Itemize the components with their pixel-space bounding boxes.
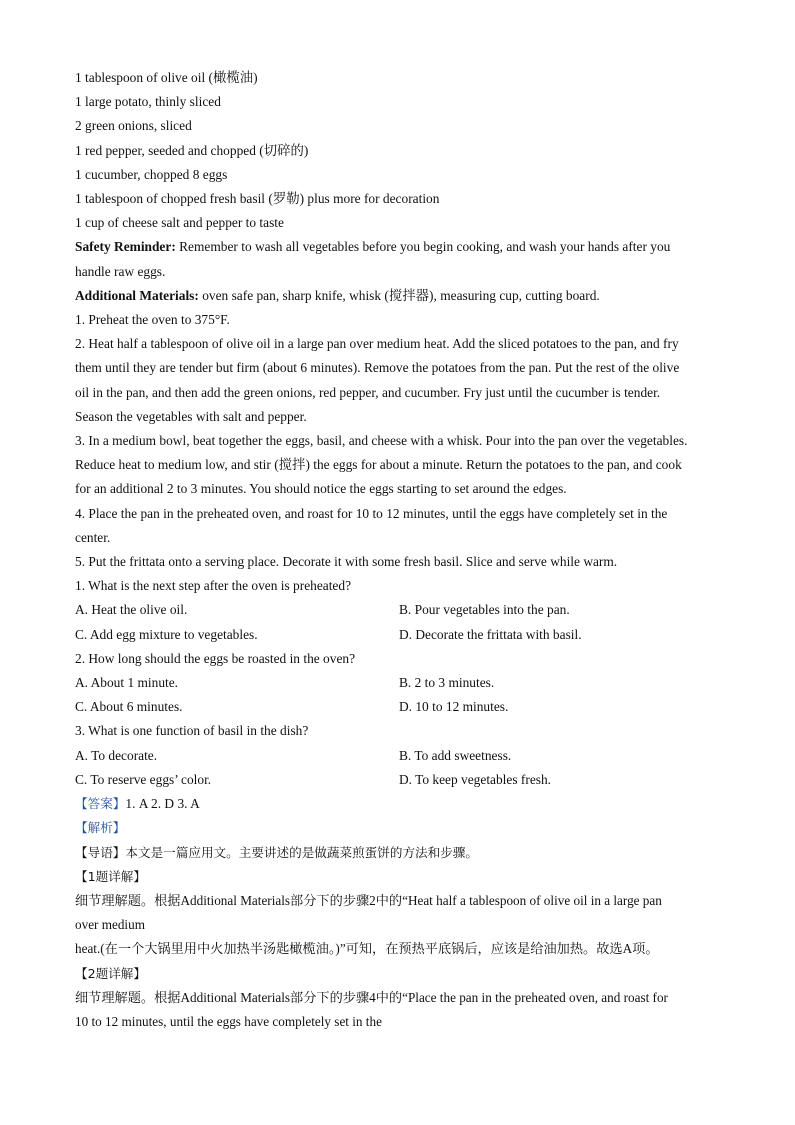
step-3 [75, 429, 720, 502]
detail-tag: 【2题详解】 [75, 965, 146, 981]
steps-list [75, 308, 720, 574]
option-a: A. About 1 minute. [75, 675, 179, 691]
option-a: A. Heat the olive oil. [75, 602, 188, 618]
guide-text: 本文是一篇应用文。主要讲述的是做蔬菜煎蛋饼的方法和步骤。 [125, 844, 478, 860]
option-b: B. 2 to 3 minutes. [399, 675, 495, 691]
step-line: 4. Place the pan in the preheated oven, and roast for 10 to 12 minutes, until the eggs have completely set in the [75, 505, 668, 521]
option-c: C. About 6 minutes. [75, 699, 183, 715]
question-text: 2. How long should the eggs be roasted in the oven? [75, 650, 356, 666]
detail-2 [75, 962, 720, 1035]
step-line: Reduce heat to medium low, and stir (搅拌) the eggs for about a minute. Return the potatoes to the pan, and cook [75, 457, 682, 473]
option-c: C. To reserve eggs’ color. [75, 771, 212, 787]
materials-label: Additional Materials: [75, 287, 199, 303]
safety-reminder [75, 235, 720, 283]
question-text: 1. What is the next step after the oven is preheated? [75, 578, 352, 594]
ingredient-line: 1 tablespoon of chopped fresh basil (罗勒) plus more for decoration [75, 191, 440, 207]
guide-tag: 【导语】 [75, 844, 126, 860]
question-text: 3. What is one function of basil in the dish? [75, 723, 309, 739]
ingredient-line: 1 cup of cheese salt and pepper to taste [75, 215, 284, 231]
document-page [75, 66, 720, 1034]
answer-text: 1. A 2. D 3. A [125, 796, 200, 812]
answer-tag: 【答案】 [75, 796, 126, 812]
ingredient-line: 1 large potato, thinly sliced [75, 94, 221, 110]
safety-text: Remember to wash all vegetables before you begin cooking, and wash your hands after you [175, 239, 671, 255]
additional-materials [75, 284, 720, 308]
ingredient-line: 2 green onions, sliced [75, 118, 192, 134]
detail-line: heat.(在一个大锅里用中火加热半汤匙橄榄油。)”可知，在预热平底锅后，应该是给油加热。故选A项。 [75, 941, 659, 957]
safety-label: Safety Reminder: [75, 239, 176, 255]
ingredient-line: 1 tablespoon of olive oil (橄榄油) [75, 70, 258, 85]
analysis-tag: 【解析】 [75, 820, 126, 836]
step-4 [75, 502, 720, 550]
detail-line: 10 to 12 minutes, until the eggs have completely set in the [75, 1013, 382, 1029]
step-line: Season the vegetables with salt and pepper. [75, 408, 307, 424]
ingredient-line: 1 red pepper, seeded and chopped (切碎的) [75, 142, 309, 158]
detail-line: 细节理解题。根据Additional Materials部分下的步骤4中的“Place the pan in the preheated oven, and roast for [75, 989, 668, 1005]
step-line: 3. In a medium bowl, beat together the eggs, basil, and cheese with a whisk. Pour into the pan over the vegetables. [75, 433, 688, 449]
step-line: for an additional 2 to 3 minutes. You should notice the eggs starting to set around the edges. [75, 481, 567, 497]
guide-line [75, 841, 720, 865]
detail-line: over medium [75, 917, 145, 933]
detail-line: 细节理解题。根据Additional Materials部分下的步骤2中的“Heat half a tablespoon of olive oil in a large pan [75, 892, 662, 908]
step-line: oil in the pan, and then add the green onions, red pepper, and cucumber. Fry just until the cucumber is tender. [75, 384, 661, 400]
answer-line [75, 792, 720, 816]
step-line: 2. Heat half a tablespoon of olive oil in a large pan over medium heat. Add the sliced potatoes to the pan, and fry [75, 336, 679, 352]
option-a: A. To decorate. [75, 747, 158, 763]
question-3 [75, 719, 720, 792]
materials-text: oven safe pan, sharp knife, whisk (搅拌器), measuring cup, cutting board. [198, 287, 600, 303]
step-5: 5. Put the frittata onto a serving place. Decorate it with some fresh basil. Slice and serve while warm. [75, 554, 618, 570]
option-d: D. 10 to 12 minutes. [399, 699, 509, 715]
option-b: B. Pour vegetables into the pan. [399, 602, 570, 618]
ingredients-list [75, 66, 720, 235]
step-2 [75, 332, 720, 429]
question-1 [75, 574, 720, 647]
detail-1 [75, 865, 720, 962]
question-2 [75, 647, 720, 720]
analysis-heading [75, 816, 720, 840]
option-d: D. To keep vegetables fresh. [399, 771, 552, 787]
detail-tag: 【1题详解】 [75, 868, 146, 884]
option-b: B. To add sweetness. [399, 747, 512, 763]
safety-text-cont: handle raw eggs. [75, 263, 166, 279]
ingredient-line: 1 cucumber, chopped 8 eggs [75, 166, 228, 182]
option-c: C. Add egg mixture to vegetables. [75, 626, 258, 642]
option-d: D. Decorate the frittata with basil. [399, 626, 582, 642]
step-line: center. [75, 529, 111, 545]
step-1: 1. Preheat the oven to 375°F. [75, 312, 230, 328]
step-line: them until they are tender but firm (about 6 minutes). Remove the potatoes from the pan. Put the rest of the olive [75, 360, 680, 376]
